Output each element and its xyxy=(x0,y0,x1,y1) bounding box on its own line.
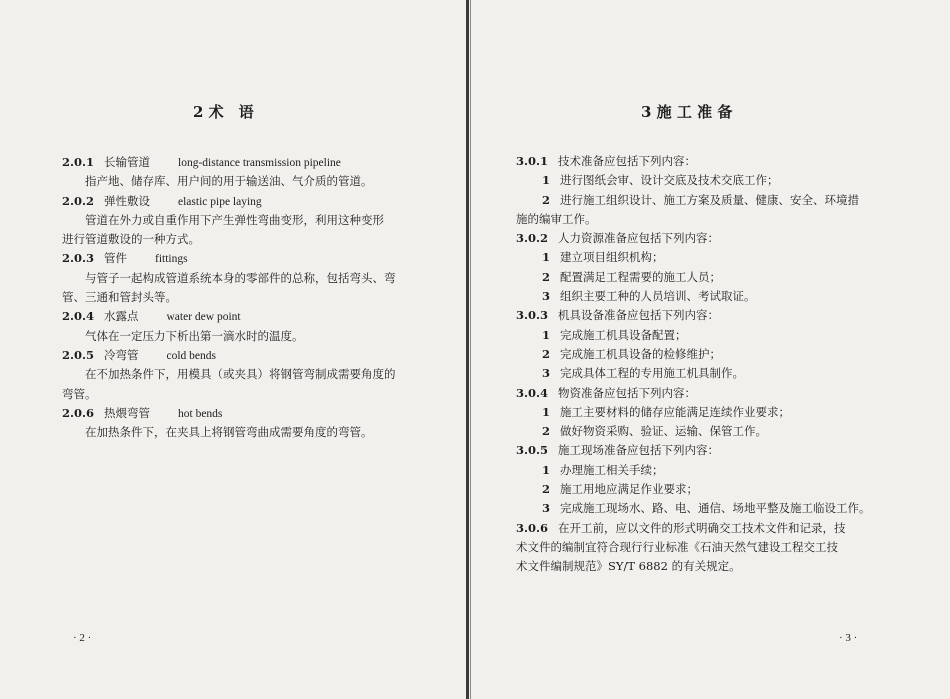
body-text-line xyxy=(62,172,442,191)
clause-number: 3.0.4 xyxy=(516,385,549,400)
item-number: 2 xyxy=(542,424,551,439)
list-item xyxy=(516,422,936,441)
item-number: 3 xyxy=(542,501,551,516)
clause-text: 机具设备准备应包括下列内容： xyxy=(558,308,719,323)
list-item xyxy=(516,171,936,190)
clause-text: 管件 xyxy=(104,251,127,266)
item-number: 1 xyxy=(542,462,551,477)
clause-heading xyxy=(62,153,442,172)
body-text: 气体在一定压力下析出第一滴水时的温度。 xyxy=(85,328,304,343)
item-text: 完成具体工程的专用施工机具制作。 xyxy=(560,366,744,381)
body-text-line xyxy=(516,210,936,229)
clause-text: 施工现场准备应包括下列内容： xyxy=(558,443,719,458)
clause-text: 技术准备应包括下列内容： xyxy=(558,154,696,168)
page-body xyxy=(516,152,936,577)
item-number: 2 xyxy=(542,482,551,497)
item-text: 施工用地应满足作业要求； xyxy=(560,482,698,497)
page-body xyxy=(62,153,442,442)
clause-text: 冷弯管 xyxy=(104,347,139,362)
body-text-line xyxy=(516,538,936,557)
clause-number: 2.0.5 xyxy=(62,347,95,362)
item-text: 组织主要工种的人员培训、考试取证。 xyxy=(560,289,756,304)
body-text-line xyxy=(62,288,442,307)
list-item xyxy=(516,480,936,499)
clause-heading xyxy=(62,192,442,211)
clause-text: 热煨弯管 xyxy=(104,405,150,420)
book-spine-edge xyxy=(470,0,471,699)
body-text: 与管子一起构成管道系统本身的零部件的总称，包括弯头、弯 xyxy=(85,270,396,285)
clause-text: 水露点 xyxy=(104,309,139,324)
body-text-line xyxy=(62,365,442,384)
clause-text: 人力资源准备应包括下列内容： xyxy=(558,231,719,246)
english-term: hot bends xyxy=(178,407,223,420)
item-text: 做好物资采购、验证、运输、保管工作。 xyxy=(560,424,767,439)
body-text: 指产地、储存库、用户间的用于输送油、气介质的管道。 xyxy=(85,174,373,189)
item-number: 1 xyxy=(542,404,551,419)
chapter-title: 3 施 工 准 备 xyxy=(641,103,733,121)
body-text-line xyxy=(62,385,442,404)
chapter-title: 2 术 语 xyxy=(193,103,254,121)
clause-number: 2.0.2 xyxy=(62,193,95,208)
body-text-line xyxy=(62,327,442,346)
clause-text: 在开工前，应以文件的形式明确交工技术文件和记录，技 xyxy=(558,520,846,535)
clause-number: 2.0.4 xyxy=(62,309,95,324)
list-item xyxy=(516,345,936,364)
english-term: long-distance transmission pipeline xyxy=(178,157,341,169)
clause-number: 3.0.3 xyxy=(516,308,549,323)
clause-heading xyxy=(516,152,936,171)
item-text: 配置满足工程需要的施工人员； xyxy=(560,269,721,284)
clause-number: 3.0.5 xyxy=(516,443,549,458)
clause-heading xyxy=(516,384,936,403)
english-term: water dew point xyxy=(166,311,241,324)
body-text-line xyxy=(62,423,442,442)
clause-text: 弹性敷设 xyxy=(104,193,150,208)
list-item xyxy=(516,268,936,287)
list-item xyxy=(516,326,936,345)
body-text: 进行管道敷设的一种方式。 xyxy=(62,232,200,247)
item-number: 1 xyxy=(542,173,551,188)
item-text: 完成施工机具设备的检修维护； xyxy=(560,346,721,361)
clause-heading xyxy=(516,229,936,248)
clause-number: 3.0.2 xyxy=(516,231,549,246)
body-text-line xyxy=(62,211,442,230)
body-text-line xyxy=(62,230,442,249)
clause-heading xyxy=(516,306,936,325)
left-page xyxy=(0,0,470,699)
clause-heading xyxy=(62,249,442,268)
item-text: 完成施工机具设备配置； xyxy=(560,327,687,342)
body-text: 在不加热条件下，用模具（或夹具）将钢管弯制成需要角度的 xyxy=(85,367,396,382)
list-item xyxy=(516,191,936,210)
list-item xyxy=(516,461,936,480)
clause-number: 3.0.6 xyxy=(516,520,549,535)
body-text: 术文件编制规范》SY/T 6882 的有关规定。 xyxy=(516,559,741,574)
body-text: 在加热条件下，在夹具上将钢管弯曲成需要角度的弯管。 xyxy=(85,425,373,440)
body-text: 弯管。 xyxy=(62,386,97,401)
item-text: 进行图纸会审、设计交底及技术交底工作； xyxy=(560,173,779,188)
item-number: 1 xyxy=(542,250,551,265)
clause-text: 长输管道 xyxy=(104,155,150,169)
item-number: 3 xyxy=(542,289,551,304)
item-text: 完成施工现场水、路、电、通信、场地平整及施工临设工作。 xyxy=(560,501,871,516)
list-item xyxy=(516,248,936,267)
body-text: 术文件的编制宜符合现行行业标准《石油天然气建设工程交工技 xyxy=(516,539,838,554)
clause-heading xyxy=(62,307,442,326)
clause-heading xyxy=(62,404,442,423)
english-term: fittings xyxy=(155,253,188,266)
clause-number: 2.0.1 xyxy=(62,155,95,169)
clause-number: 3.0.1 xyxy=(516,154,549,168)
clause-heading xyxy=(516,519,936,538)
list-item xyxy=(516,287,936,306)
english-term: elastic pipe laying xyxy=(178,195,262,208)
clause-number: 2.0.3 xyxy=(62,251,95,266)
item-text: 办理施工相关手续； xyxy=(560,462,664,477)
clause-heading xyxy=(62,346,442,365)
body-text: 施的编审工作。 xyxy=(516,211,597,226)
body-text: 管道在外力或自重作用下产生弹性弯曲变形，利用这种变形 xyxy=(85,212,384,227)
right-page xyxy=(473,0,950,699)
english-term: cold bends xyxy=(166,349,217,362)
body-text: 管、三通和管封头等。 xyxy=(62,290,177,305)
item-number: 3 xyxy=(542,366,551,381)
item-number: 1 xyxy=(542,327,551,342)
clause-number: 2.0.6 xyxy=(62,405,95,420)
item-text: 进行施工组织设计、施工方案及质量、健康、安全、环境措 xyxy=(560,192,859,207)
page-number: · 2 · xyxy=(73,632,92,644)
list-item xyxy=(516,403,936,422)
body-text-line xyxy=(516,557,936,576)
clause-heading xyxy=(516,441,936,460)
list-item xyxy=(516,364,936,383)
item-text: 建立项目组织机构； xyxy=(560,250,664,265)
body-text-line xyxy=(62,269,442,288)
item-text: 施工主要材料的储存应能满足连续作业要求； xyxy=(560,404,790,419)
item-number: 2 xyxy=(542,346,551,361)
page-number: · 3 · xyxy=(839,632,858,644)
list-item xyxy=(516,499,936,518)
item-number: 2 xyxy=(542,269,551,284)
clause-text: 物资准备应包括下列内容： xyxy=(558,385,696,400)
item-number: 2 xyxy=(542,192,551,207)
